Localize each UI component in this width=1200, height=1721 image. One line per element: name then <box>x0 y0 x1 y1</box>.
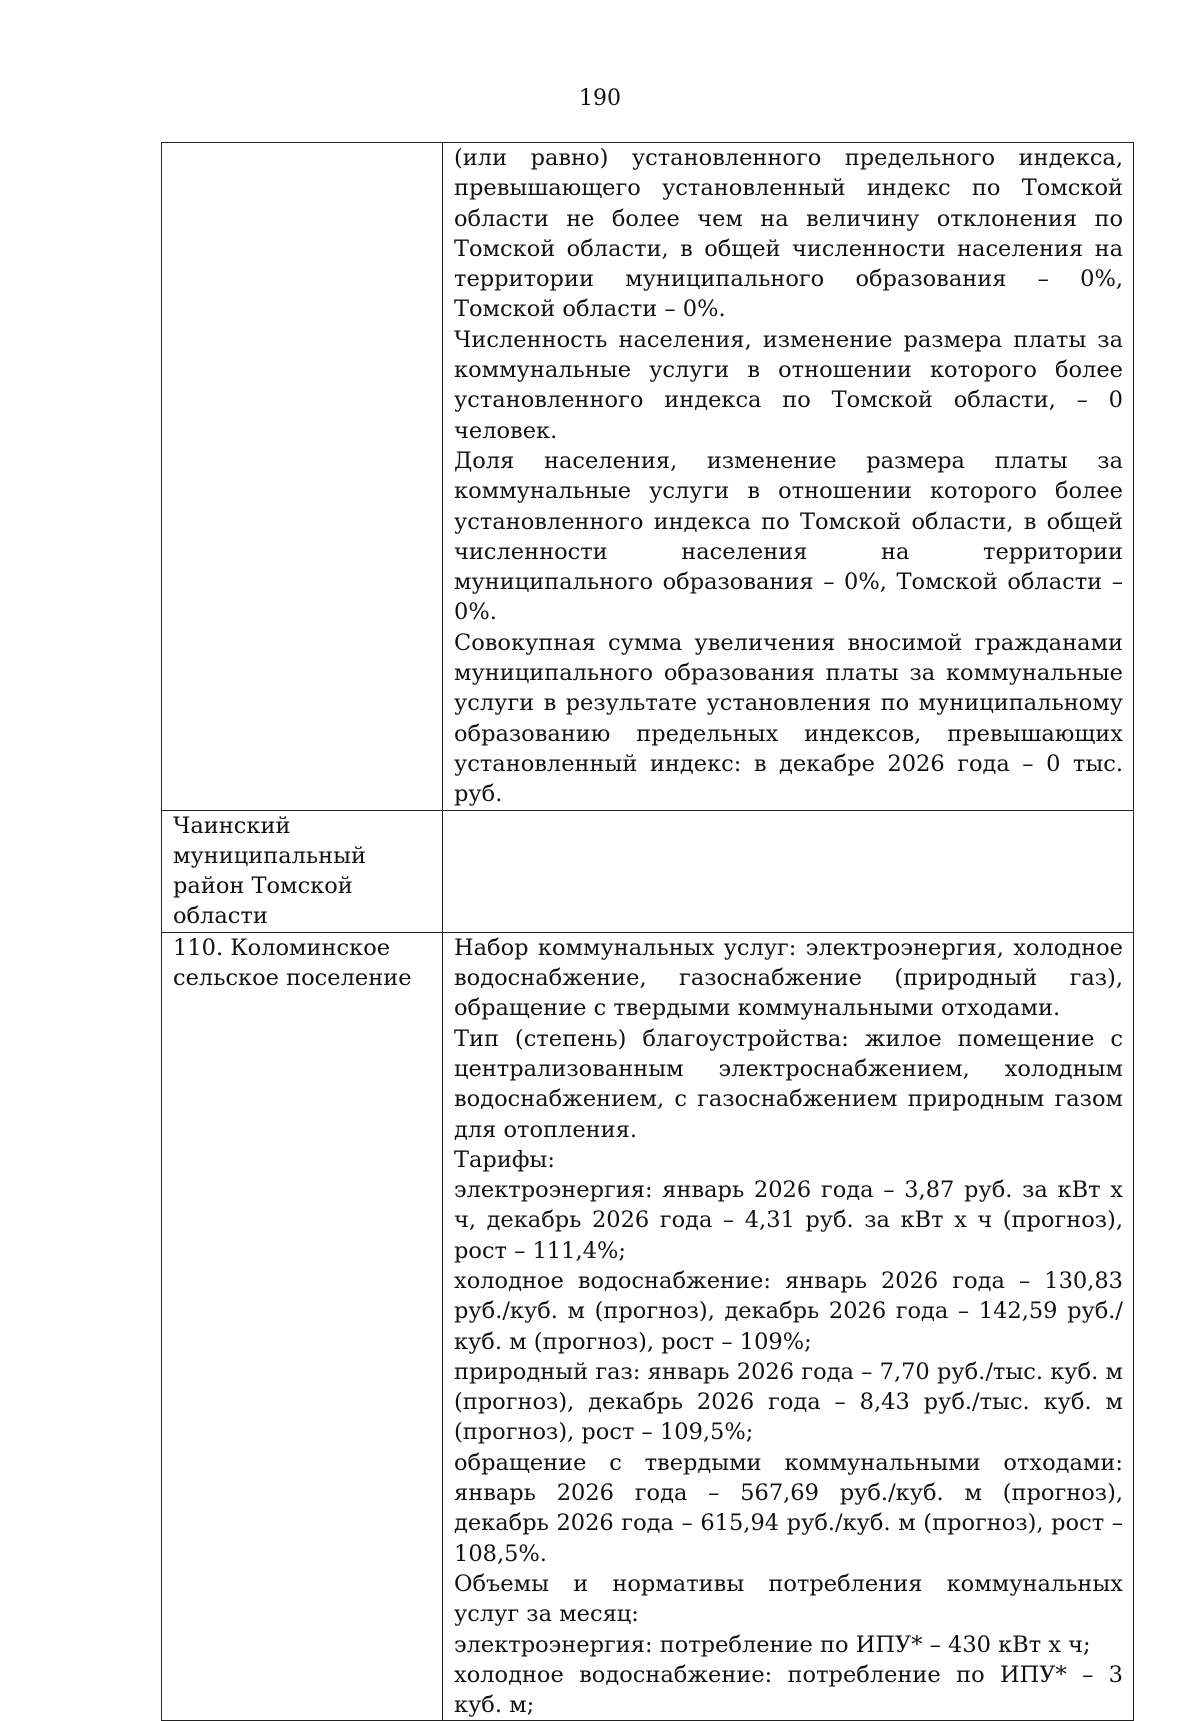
paragraph: обращение с твердыми коммунальными отходами: январь 2026 года – 567,69 руб./куб. м (прогноз), декабрь 2026 года – 615,94 руб./куб. м (прогноз), рост – 108,5%. <box>454 1449 1123 1567</box>
paragraph: холодное водоснабжение: январь 2026 года – 130,83 руб./куб. м (прогноз), декабрь 2026 года – 142,59 руб./куб. м (прогноз), рост – 109%; <box>454 1267 1123 1355</box>
paragraph: Тип (степень) благоустройства: жилое помещение с централизованным электроснабжением, холодным водоснабжением, с газоснабжением природным газом для отопления. <box>454 1025 1123 1143</box>
table-cell-municipality <box>162 143 443 811</box>
district-name: Чаинский муниципальный район Томской области <box>173 812 367 930</box>
paragraph: природный газ: январь 2026 года – 7,70 руб./тыс. куб. м (прогноз), декабрь 2026 года – 8,43 руб./тыс. куб. м (прогноз), рост – 109,5%; <box>454 1358 1123 1446</box>
table-row <box>162 932 1134 1721</box>
table-cell-description <box>443 143 1134 811</box>
paragraph: Набор коммунальных услуг: электроэнергия, холодное водоснабжение, газоснабжение (природный газ), обращение с твердыми коммунальными отходами. <box>454 934 1123 1022</box>
paragraph: (или равно) установленного предельного индекса, превышающего установленный индекс по Томской области не более чем на величину отклонения по Томской области, в общей численности населения на территории муниципального образования – 0%, Томской области – 0%. <box>454 145 1123 323</box>
page-number: 190 <box>579 86 621 111</box>
table-row <box>162 143 1134 811</box>
settlement-name: 110. Коломинское сельское поселение <box>173 934 412 992</box>
paragraph: Доля населения, изменение размера платы за коммунальные услуги в отношении которого более установленного индекса по Томской области, в общей численности населения на территории муниципального образования – 0%, Томской области – 0%. <box>454 447 1123 626</box>
paragraph: холодное водоснабжение: потребление по ИПУ* – 3 куб. м; <box>454 1661 1123 1719</box>
table-row <box>162 810 1134 932</box>
settlements-table <box>161 142 1134 1721</box>
paragraph: Численность населения, изменение размера платы за коммунальные услуги в отношении которого более установленного индекса по Томской области, – 0 человек. <box>454 326 1123 444</box>
paragraph: Объемы и нормативы потребления коммунальных услуг за месяц: <box>454 1570 1123 1628</box>
table-cell-municipality <box>162 932 443 1721</box>
paragraph: Тарифы: <box>454 1146 555 1173</box>
table-cell-description <box>443 810 1134 932</box>
table-cell-description <box>443 932 1134 1721</box>
paragraph: электроэнергия: потребление по ИПУ* – 430 кВт х ч; <box>454 1631 1091 1658</box>
table-cell-municipality <box>162 810 443 932</box>
paragraph: электроэнергия: январь 2026 года – 3,87 руб. за кВт х ч, декабрь 2026 года – 4,31 руб. за кВт х ч (прогноз), рост – 111,4%; <box>454 1177 1123 1264</box>
paragraph: Совокупная сумма увеличения вносимой гражданами муниципального образования платы за коммунальные услуги в результате установления по муниципальному образованию предельных индексов, превышающих установленный индекс: в декабре 2026 года – 0 тыс. руб. <box>454 629 1123 808</box>
